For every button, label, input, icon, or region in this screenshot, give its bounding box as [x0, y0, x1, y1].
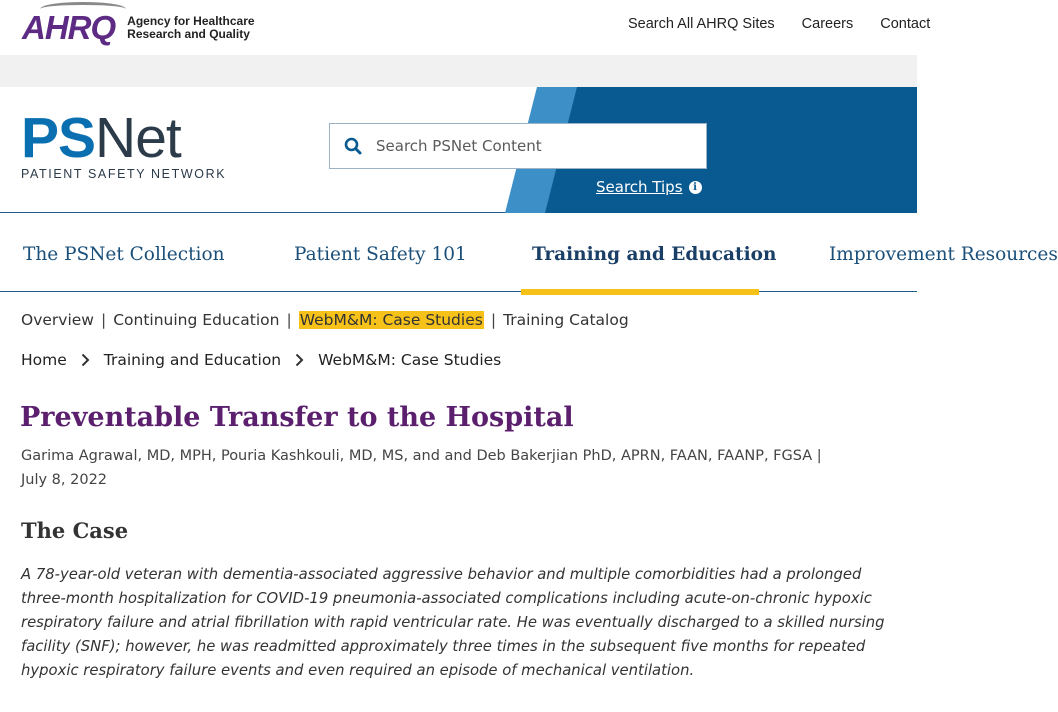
- search-all-ahrq-link[interactable]: Search All AHRQ Sites: [628, 16, 775, 32]
- subnav-training-catalog[interactable]: Training Catalog: [503, 311, 629, 329]
- psnet-logo[interactable]: [21, 106, 227, 181]
- article-byline: [21, 444, 901, 492]
- nav-improvement-resources[interactable]: Improvement Resources: [829, 244, 1058, 265]
- gray-divider-strip: [0, 55, 917, 87]
- psnet-wordmark: [21, 106, 226, 170]
- subnav-continuing-education[interactable]: Continuing Education: [113, 311, 280, 329]
- ahrq-logo[interactable]: [22, 6, 255, 50]
- psnet-tagline: PATIENT SAFETY NETWORK: [21, 167, 227, 181]
- ahrq-agency-name: [127, 15, 254, 41]
- search-icon[interactable]: [330, 137, 376, 155]
- active-tab-indicator: [521, 289, 759, 295]
- chevron-right-icon: [295, 353, 304, 367]
- breadcrumb-home[interactable]: Home: [21, 351, 67, 369]
- case-heading: The Case: [21, 518, 129, 543]
- ahrq-utility-nav: [628, 16, 957, 32]
- subnav-separator: |: [286, 311, 292, 329]
- breadcrumb: [21, 351, 501, 369]
- article-authors: Garima Agrawal, MD, MPH, Pouria Kashkouli, MD, MS, and and Deb Bakerjian PhD, APRN, FAAN, FAANP, FGSA |: [21, 448, 822, 464]
- search-tips-label: Search Tips: [596, 178, 683, 196]
- ahrq-top-bar: [0, 0, 931, 55]
- ahrq-swoosh-icon: [40, 2, 126, 16]
- article-date: July 8, 2022: [21, 472, 108, 488]
- subnav-separator: |: [100, 311, 107, 329]
- ahrq-logo-mark: AHRQ: [22, 9, 116, 46]
- sub-nav: [21, 311, 629, 329]
- psnet-header: [0, 87, 917, 213]
- nav-psnet-collection[interactable]: The PSNet Collection: [23, 244, 225, 265]
- subnav-webmm-case-studies[interactable]: WebM&M: Case Studies: [299, 311, 483, 329]
- breadcrumb-training-education[interactable]: Training and Education: [103, 351, 282, 369]
- case-text: A 78-year-old veteran with dementia-associated aggressive behavior and multiple comorbidities had a prolonged three-month hospitalization for COVID-19 pneumonia-associated complications including acute-on-chronic hypoxic respiratory failure and atrial fibrillation with rapid ventricular rate. He was eventually discharged to a skilled nursing facility (SNF); however, he was readmitted approximately three times in the subsequent five months for repeated hypoxic respiratory failure events and even required an episode of mechanical ventilation.: [21, 566, 885, 679]
- chevron-right-icon: [81, 353, 90, 367]
- breadcrumb-current: WebM&M: Case Studies: [318, 351, 502, 369]
- nav-training-education[interactable]: Training and Education: [532, 244, 777, 265]
- agency-line-2: Research and Quality: [127, 27, 250, 41]
- search-input[interactable]: [376, 137, 676, 155]
- careers-link[interactable]: Careers: [801, 16, 854, 32]
- logo-ps: PS: [21, 106, 96, 170]
- search-box: [329, 123, 707, 169]
- subnav-overview[interactable]: Overview: [21, 311, 94, 329]
- main-nav: [0, 214, 1058, 292]
- contact-link[interactable]: Contact: [880, 16, 931, 32]
- info-icon: i: [689, 181, 702, 194]
- nav-patient-safety-101[interactable]: Patient Safety 101: [294, 244, 467, 265]
- subnav-separator: |: [490, 311, 497, 329]
- search-tips-link[interactable]: [596, 178, 702, 196]
- agency-line-1: Agency for Healthcare: [127, 14, 255, 28]
- logo-net: Net: [95, 106, 181, 170]
- page-title: Preventable Transfer to the Hospital: [20, 402, 574, 433]
